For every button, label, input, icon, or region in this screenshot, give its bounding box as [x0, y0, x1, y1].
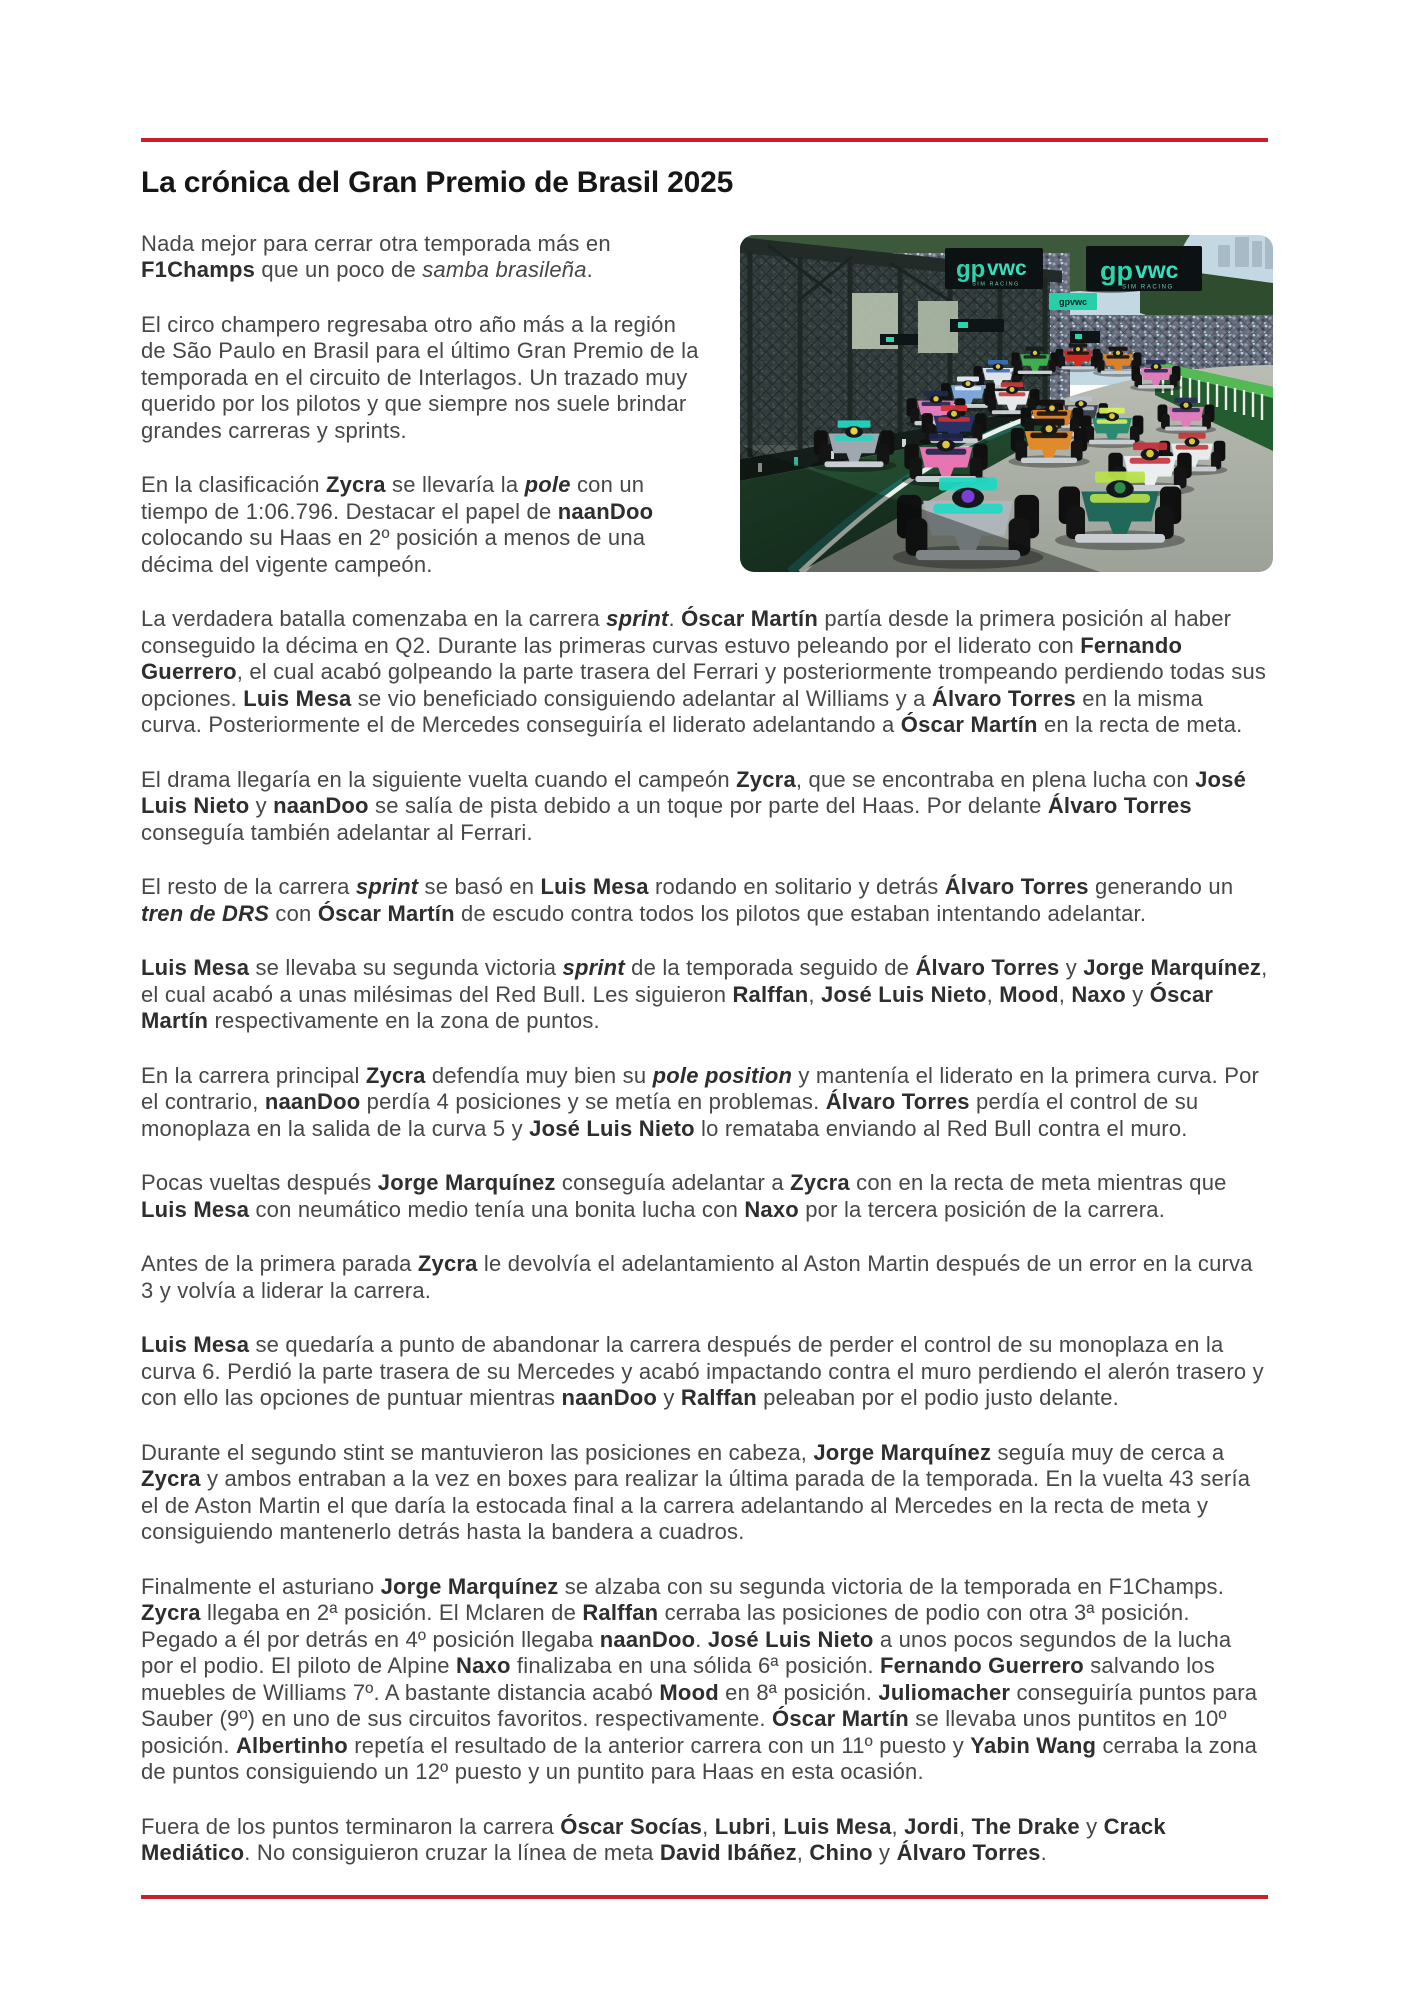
paragraph: Durante el segundo stint se mantuvieron las posiciones en cabeza, Jorge Marquínez seguía muy de cerca a Zycra y ambos entraban a la vez en boxes para realizar la última parada de la temporada. En la vuelta 43 sería el de Aston Martin el que daría la estocada final a la carrera adelantando al Mercedes en la recta de meta y consiguiendo mantenerlo detrás hasta la bandera a cuadros.: [141, 1439, 1251, 1544]
screen-text: gpvwc: [1058, 296, 1088, 307]
paragraph: En la clasificación Zycra se llevaría la pole con un tiempo de 1:06.796. Destacar el papel de naanDoo colocando su Haas en 2º posición a menos de una décima del vigente campeón.: [141, 472, 654, 577]
banner2-vwc: vwc: [1135, 256, 1179, 283]
gpvwc-banner-2: [1086, 246, 1202, 291]
paragraph: El drama llegaría en la siguiente vuelta cuando el campeón Zycra, que se encontraba en plena lucha con José Luis Nieto y naanDoo se salía de pista debido a un toque por parte del Haas. Por delante Álvaro Torres conseguía también adelantar al Ferrari.: [141, 766, 1247, 845]
bottom-divider: [141, 1895, 1268, 1899]
banner2-gp: gp: [1100, 255, 1133, 286]
paragraph: El resto de la carrera sprint se basó en Luis Mesa rodando en solitario y detrás Álvaro Torres generando un tren de DRS con Óscar Martín de escudo contra todos los pilotos que estaban intentando adelantar.: [141, 874, 1234, 926]
body-paragraphs: [141, 606, 1268, 1867]
paragraph: Antes de la primera parada Zycra le devolvía el adelantamiento al Aston Martin después de un error en la curva 3 y volvía a liderar la carrera.: [141, 1251, 1253, 1303]
article-content: [141, 138, 1268, 1899]
paragraph: Nada mejor para cerrar otra temporada más en F1Champs que un poco de samba brasileña.: [141, 230, 611, 282]
paragraph: Luis Mesa se quedaría a punto de abandonar la carrera después de perder el control de su monoplaza en la curva 6. Perdió la parte trasera de su Mercedes y acabó impactando contra el muro perdiendo el alerón trasero y con ello las opciones de puntuar mientras naanDoo y Ralffan peleaban por el podio justo delante.: [141, 1332, 1264, 1410]
banner1-vwc: vwc: [987, 256, 1027, 280]
intro-section: [141, 231, 1268, 607]
banner1-sub: SIM RACING: [972, 281, 1020, 287]
paragraph: En la carrera principal Zycra defendía muy bien su pole position y mantenía el liderato en la primera curva. Por el contrario, naanDoo perdía 4 posiciones y se metía en problemas. Álvaro Torres perdía el control de su monoplaza en la salida de la curva 5 y José Luis Nieto lo remataba enviando al Red Bull contra el muro.: [141, 1062, 1260, 1141]
gpvwc-led-screen: [1049, 293, 1097, 310]
intro-paragraphs: [141, 231, 703, 607]
paragraph: El circo champero regresaba otro año más a la región de São Paulo en Brasil para el último Gran Premio de la temporada en el circuito de Interlagos. Un trazado muy querido por los pilotos y que siempre nos suele brindar grandes carreras y sprints.: [141, 311, 699, 443]
paragraph: Fuera de los puntos terminaron la carrera Óscar Socías, Lubri, Luis Mesa, Jordi, The Drake y Crack Mediático. No consiguieron cruzar la línea de meta David Ibáñez, Chino y Álvaro Torres.: [141, 1813, 1166, 1865]
banner1-gp: gp: [956, 255, 986, 283]
paragraph: La verdadera batalla comenzaba en la carrera sprint. Óscar Martín partía desde la primera posición al haber conseguido la décima en Q2. Durante las primeras curvas estuvo peleando por el liderato con Fernando Guerrero, el cual acabó golpeando la parte trasera del Ferrari y posteriormente trompeando perdiendo todas sus opciones. Luis Mesa se vio beneficiado consiguiendo adelantar al Williams y a Álvaro Torres en la misma curva. Posteriormente el de Mercedes conseguiría el liderato adelantando a Óscar Martín en la recta de meta.: [141, 606, 1267, 737]
top-divider: [141, 138, 1268, 142]
paragraph: Luis Mesa se llevaba su segunda victoria sprint de la temporada seguido de Álvaro Torres y Jorge Marquínez, el cual acabó a unas milésimas del Red Bull. Les siguieron Ralffan, José Luis Nieto, Mood, Naxo y Óscar Martín respectivamente en la zona de puntos.: [141, 955, 1268, 1033]
race-photo-frame: [740, 235, 1273, 572]
paragraph: Finalmente el asturiano Jorge Marquínez se alzaba con su segunda victoria de la temporada en F1Champs. Zycra llegaba en 2ª posición. El Mclaren de Ralffan cerraba las posiciones de podio con otra 3ª posición. Pegado a él por detrás en 4º posición llegaba naanDoo. José Luis Nieto a unos pocos segundos de la lucha por el podio. El piloto de Alpine Naxo finalizaba en una sólida 6ª posición. Fernando Guerrero salvando los muebles de Williams 7º. A bastante distancia acabó Mood en 8ª posición. Juliomacher conseguiría puntos para Sauber (9º) en uno de sus circuitos favoritos. respectivamente. Óscar Martín se llevaba unos puntitos en 10º posición. Albertinho repetía el resultado de la anterior carrera con un 11º puesto y Yabin Wang cerraba la zona de puntos consiguiendo un 12º puesto y un puntito para Haas en esta ocasión.: [141, 1573, 1258, 1784]
paragraph: Pocas vueltas después Jorge Marquínez conseguía adelantar a Zycra con en la recta de meta mientras que Luis Mesa con neumático medio tenía una bonita lucha con Naxo por la tercera posición de la carrera.: [141, 1170, 1227, 1222]
gpvwc-banner-1: [945, 248, 1043, 289]
page-title: La crónica del Gran Premio de Brasil 2025: [141, 166, 734, 199]
race-start-photo: [740, 235, 1273, 572]
banner2-sub: SIM RACING: [1122, 284, 1174, 290]
